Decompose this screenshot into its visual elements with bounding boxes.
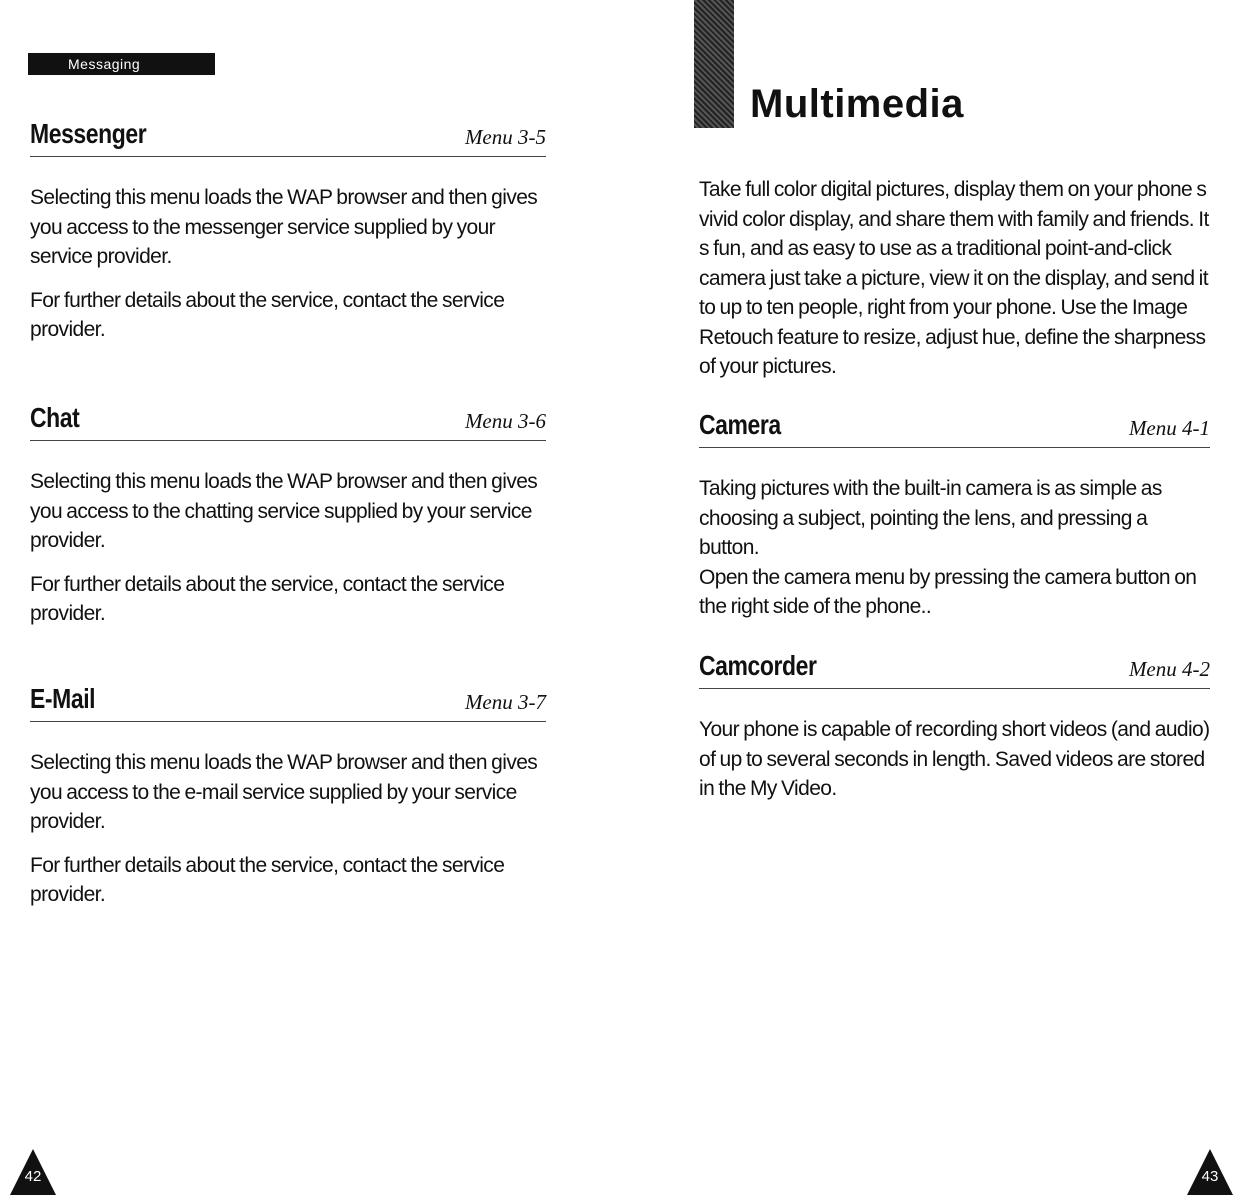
- section-header: [30, 683, 546, 722]
- menu-reference: Menu 3-5: [464, 125, 546, 149]
- section-messenger: [30, 118, 546, 345]
- menu-reference: Menu 4-2: [1128, 657, 1210, 681]
- section-header: [699, 409, 1210, 448]
- section-header: [30, 402, 546, 441]
- paragraph: Open the camera menu by pressing the camera button on the right side of the phone..: [699, 565, 1197, 618]
- paragraph: For further details about the service, contact the service provider.: [30, 853, 505, 906]
- paragraph: Taking pictures with the built-in camera is as simple as choosing a subject, pointing the lens, and pressing a button.: [699, 477, 1162, 559]
- paragraph: Your phone is capable of recording short videos (and audio) of up to several seconds in length. Saved videos are stored in the My Video.: [699, 718, 1210, 800]
- page-number: 42: [24, 1168, 42, 1185]
- chapter-title: Multimedia: [750, 82, 964, 126]
- page-number-badge: [8, 1147, 58, 1197]
- paragraph: Selecting this menu loads the WAP browser and then gives you access to the chatting service supplied by your service provider.: [30, 470, 538, 552]
- menu-reference: Menu 3-6: [464, 409, 546, 433]
- section-camera: [699, 409, 1210, 622]
- paragraph: For further details about the service, contact the service provider.: [30, 288, 505, 341]
- paragraph: For further details about the service, contact the service provider.: [30, 572, 505, 625]
- section-camcorder: [699, 650, 1210, 804]
- page-number: 43: [1201, 1168, 1219, 1185]
- section-tab: Messaging: [28, 53, 215, 75]
- section-title: Chat: [30, 402, 80, 433]
- section-header: [30, 118, 546, 157]
- section-header: [699, 650, 1210, 689]
- section-chat: [30, 402, 546, 629]
- intro: [699, 175, 1210, 382]
- section-title: Camera: [699, 409, 781, 440]
- paragraph: Selecting this menu loads the WAP browser and then gives you access to the messenger service supplied by your service provider.: [30, 186, 538, 268]
- section-title: E-Mail: [30, 683, 96, 714]
- chapter-marker-bar: [694, 0, 734, 128]
- section-title: Camcorder: [699, 650, 817, 681]
- menu-reference: Menu 3-7: [464, 690, 546, 714]
- right-page: [622, 0, 1244, 1199]
- section-email: [30, 683, 546, 910]
- page-number-badge: [1185, 1147, 1235, 1197]
- intro-paragraph: Take full color digital pictures, display them on your phone s vivid color display, and share them with family and friends. It s fun, and as easy to use as a traditional point-and-click camera just take a picture, view it on the display, and send it to up to ten people, right from your phone. Use the Image Retouch feature to resize, adjust hue, define the sharpness of your pictures.: [699, 178, 1209, 378]
- menu-reference: Menu 4-1: [1128, 416, 1210, 440]
- paragraph: Selecting this menu loads the WAP browser and then gives you access to the e-mail service supplied by your service provider.: [30, 751, 538, 833]
- section-title: Messenger: [30, 118, 147, 149]
